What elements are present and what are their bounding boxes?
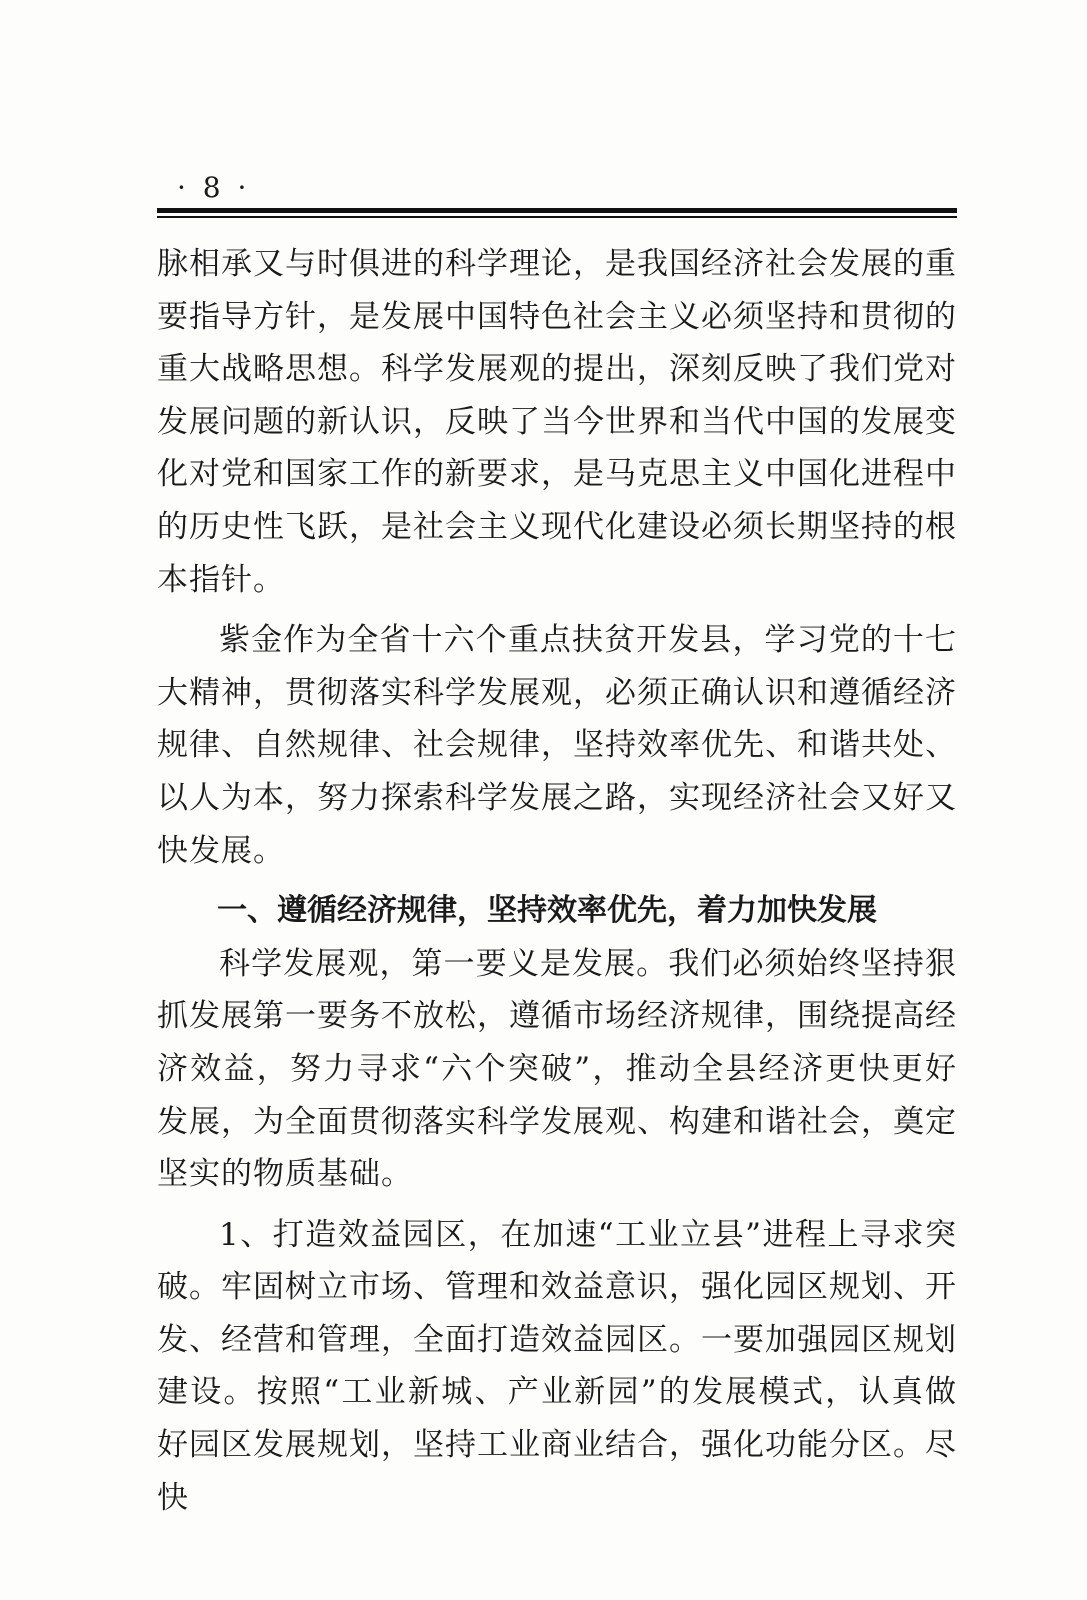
paragraph: 1、打造效益园区，在加速“工业立县”进程上寻求突破。牢固树立市场、管理和效益意识，强化园区规划、开发、经营和管理，全面打造效益园区。一要加强园区规划建设。按照“工业新城、产业新园”的发展模式，认真做好园区发展规划，坚持工业商业结合，强化功能分区。尽快 — [157, 1216, 957, 1516]
page-header — [157, 170, 957, 218]
body-text — [157, 238, 957, 1524]
paragraph: 科学发展观，第一要义是发展。我们必须始终坚持狠抓发展第一要务不放松，遵循市场经济规律，围绕提高经济效益，努力寻求“六个突破”，推动全县经济更快更好发展，为全面贯彻落实科学发展观、构建和谐社会，奠定坚实的物质基础。 — [157, 945, 957, 1193]
header-rule-thick — [157, 208, 957, 213]
page-number: · 8 · — [177, 171, 251, 204]
header-rule-thin — [157, 216, 957, 218]
paragraph: 紫金作为全省十六个重点扶贫开发县，学习党的十七大精神，贯彻落实科学发展观，必须正确认识和遵循经济规律、自然规律、社会规律，坚持效率优先、和谐共处、以人为本，努力探索科学发展之路，实现经济社会又好又快发展。 — [157, 622, 957, 869]
paragraph: 脉相承又与时俱进的科学理论，是我国经济社会发展的重要指导方针，是发展中国特色社会主义必须坚持和贯彻的重大战略思想。科学发展观的提出，深刻反映了我们党对发展问题的新认识，反映了当今世界和当代中国的发展变化对党和国家工作的新要求，是马克思主义中国化进程中的历史性飞跃，是社会主义现代化建设必须长期坚持的根本指针。 — [157, 246, 957, 598]
section-heading: 一、遵循经济规律，坚持效率优先，着力加快发展 — [217, 893, 877, 929]
